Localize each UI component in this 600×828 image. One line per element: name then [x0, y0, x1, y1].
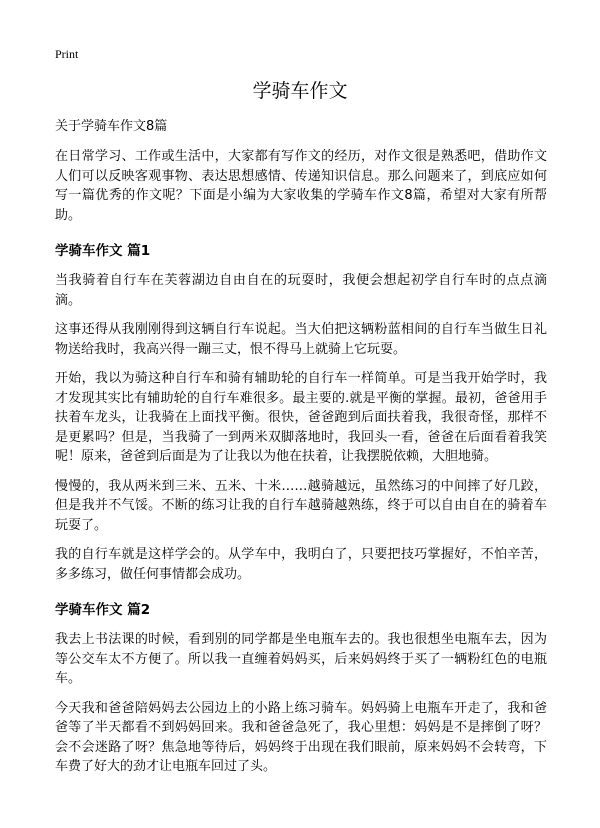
section-heading-2: 学骑车作文 篇2 — [55, 602, 151, 618]
section-1-paragraph-3: 开始，我以为骑这种自行车和骑有辅助轮的自行车一样简单。可是当我开始学时，我才发现其实比有辅助轮的自行车难很多。最主要的.就是平衡的掌握。最初，爸爸用手扶着车龙头，让我骑在上面找平衡。很快，爸爸跑到后面扶着我，我很奇怪，那样不是更累吗？但是，当我骑了一到两米双脚落地时，我回头一看，爸爸在后面看着我笑呢！原来，爸爸到后面是为了让我以为他在扶着，让我摆脱依赖，大胆地骑。 — [55, 371, 547, 464]
print-link[interactable]: Print — [55, 47, 79, 61]
section-heading-1: 学骑车作文 篇1 — [55, 243, 151, 259]
article-subtitle: 关于学骑车作文8篇 — [55, 119, 168, 134]
section-1-paragraph-4: 慢慢的，我从两米到三米、五米、十米……越骑越远，虽然练习的中间摔了好几跤，但是我并不气馁。不断的练习让我的自行车越骑越熟练，终于可以自由自在的骑着车玩耍了。 — [55, 478, 547, 533]
intro-paragraph: 在日常学习、工作或生活中，大家都有写作文的经历，对作文很是熟悉吧，借助作文人们可以反映客观事物、表达思想感情、传递知识信息。那么问题来了，到底应如何写一篇优秀的作文呢？下面是小编为大家收集的学骑车作文8篇，希望对大家有所帮助。 — [55, 149, 547, 223]
section-1-paragraph-5: 我的自行车就是这样学会的。从学车中，我明白了，只要把技巧掌握好，不怕辛苦，多多练习，做任何事情都会成功。 — [55, 547, 547, 582]
article-body — [55, 118, 547, 787]
section-1-paragraph-1: 当我骑着自行车在芙蓉湖边自由自在的玩耍时，我便会想起初学自行车时的点点滴滴。 — [55, 273, 547, 308]
section-2-paragraph-2: 今天我和爸爸陪妈妈去公园边上的小路上练习骑车。妈妈骑上电瓶车开走了，我和爸爸等了半天都看不到妈妈回来。我和爸爸急死了，我心里想：妈妈是不是摔倒了呀？会不会迷路了呀？焦急地等待后，妈妈终于出现在我们眼前，原来妈妈不会转弯，下车费了好大的劲才让电瓶车回过了头。 — [55, 700, 547, 774]
page-title: 学骑车作文 — [252, 80, 348, 102]
section-2-paragraph-1: 我去上书法课的时候，看到别的同学都是坐电瓶车去的。我也很想坐电瓶车去，因为等公交车太不方便了。所以我一直缠着妈妈买，后来妈妈终于买了一辆粉红色的电瓶车。 — [55, 632, 547, 686]
section-1-paragraph-2: 这事还得从我刚刚得到这辆自行车说起。当大伯把这辆粉蓝相间的自行车当做生日礼物送给我时，我高兴得一蹦三丈，恨不得马上就骑上它玩耍。 — [55, 322, 547, 357]
